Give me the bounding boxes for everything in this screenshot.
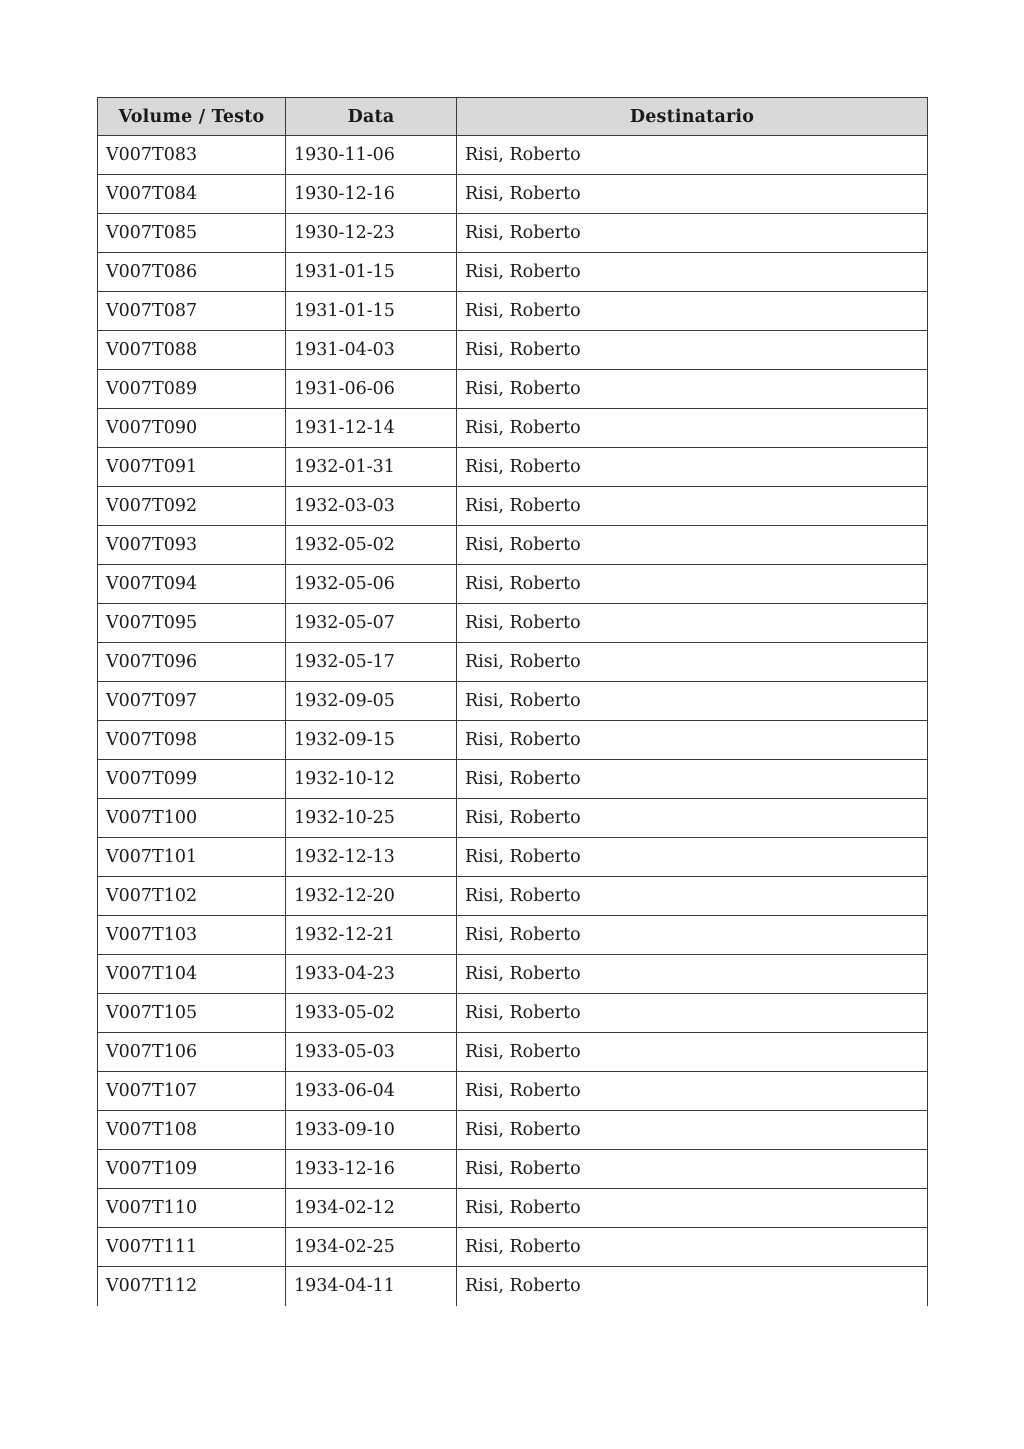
cell-date: 1934-02-12: [286, 1189, 457, 1228]
cell-volume: V007T111: [98, 1228, 286, 1267]
cell-date: 1932-10-25: [286, 799, 457, 838]
table-row: [98, 1111, 928, 1150]
cell-date: 1932-05-17: [286, 643, 457, 682]
cell-volume: V007T103: [98, 916, 286, 955]
cell-date: 1932-09-15: [286, 721, 457, 760]
table-row: [98, 643, 928, 682]
cell-volume: V007T092: [98, 487, 286, 526]
cell-recipient: Risi, Roberto: [457, 877, 928, 916]
cell-recipient: Risi, Roberto: [457, 448, 928, 487]
cell-recipient: Risi, Roberto: [457, 994, 928, 1033]
cell-volume: V007T100: [98, 799, 286, 838]
cell-volume: V007T085: [98, 214, 286, 253]
table-row: [98, 1072, 928, 1111]
cell-volume: V007T084: [98, 175, 286, 214]
cell-volume: V007T106: [98, 1033, 286, 1072]
cell-date: 1933-05-02: [286, 994, 457, 1033]
cell-date: 1932-12-20: [286, 877, 457, 916]
cell-date: 1931-06-06: [286, 370, 457, 409]
table-row: [98, 877, 928, 916]
cell-recipient: Risi, Roberto: [457, 1267, 928, 1306]
cell-recipient: Risi, Roberto: [457, 604, 928, 643]
letters-table: [97, 97, 928, 1306]
cell-recipient: Risi, Roberto: [457, 136, 928, 175]
cell-date: 1932-05-06: [286, 565, 457, 604]
table-row: [98, 1033, 928, 1072]
cell-recipient: Risi, Roberto: [457, 1228, 928, 1267]
cell-volume: V007T089: [98, 370, 286, 409]
cell-recipient: Risi, Roberto: [457, 526, 928, 565]
table-row: [98, 799, 928, 838]
cell-date: 1932-03-03: [286, 487, 457, 526]
cell-recipient: Risi, Roberto: [457, 1072, 928, 1111]
cell-volume: V007T098: [98, 721, 286, 760]
table-row: [98, 994, 928, 1033]
cell-volume: V007T091: [98, 448, 286, 487]
cell-recipient: Risi, Roberto: [457, 487, 928, 526]
table-row: [98, 526, 928, 565]
cell-date: 1932-12-21: [286, 916, 457, 955]
cell-date: 1934-02-25: [286, 1228, 457, 1267]
table-row: [98, 838, 928, 877]
cell-date: 1931-12-14: [286, 409, 457, 448]
table-body: [98, 136, 928, 1306]
cell-volume: V007T110: [98, 1189, 286, 1228]
cell-volume: V007T095: [98, 604, 286, 643]
cell-recipient: Risi, Roberto: [457, 1111, 928, 1150]
cell-recipient: Risi, Roberto: [457, 643, 928, 682]
cell-volume: V007T112: [98, 1267, 286, 1306]
cell-volume: V007T101: [98, 838, 286, 877]
cell-date: 1934-04-11: [286, 1267, 457, 1306]
cell-date: 1933-06-04: [286, 1072, 457, 1111]
cell-recipient: Risi, Roberto: [457, 1033, 928, 1072]
cell-date: 1932-05-02: [286, 526, 457, 565]
table-row: [98, 292, 928, 331]
cell-volume: V007T107: [98, 1072, 286, 1111]
cell-volume: V007T093: [98, 526, 286, 565]
cell-recipient: Risi, Roberto: [457, 799, 928, 838]
cell-volume: V007T094: [98, 565, 286, 604]
table-row: [98, 565, 928, 604]
cell-volume: V007T099: [98, 760, 286, 799]
header-volume-testo: Volume / Testo: [98, 98, 286, 136]
table-row: [98, 604, 928, 643]
cell-volume: V007T090: [98, 409, 286, 448]
cell-volume: V007T105: [98, 994, 286, 1033]
cell-recipient: Risi, Roberto: [457, 253, 928, 292]
cell-recipient: Risi, Roberto: [457, 1189, 928, 1228]
table-row: [98, 331, 928, 370]
cell-volume: V007T096: [98, 643, 286, 682]
cell-recipient: Risi, Roberto: [457, 175, 928, 214]
cell-recipient: Risi, Roberto: [457, 955, 928, 994]
table-row: [98, 1189, 928, 1228]
table-row: [98, 253, 928, 292]
table-row: [98, 214, 928, 253]
cell-recipient: Risi, Roberto: [457, 1150, 928, 1189]
table-row: [98, 409, 928, 448]
cell-recipient: Risi, Roberto: [457, 760, 928, 799]
cell-volume: V007T097: [98, 682, 286, 721]
table-row: [98, 682, 928, 721]
cell-recipient: Risi, Roberto: [457, 682, 928, 721]
table-header: [98, 98, 928, 136]
cell-volume: V007T108: [98, 1111, 286, 1150]
table-row: [98, 1150, 928, 1189]
table-row: [98, 175, 928, 214]
table-row: [98, 136, 928, 175]
cell-date: 1933-09-10: [286, 1111, 457, 1150]
cell-recipient: Risi, Roberto: [457, 916, 928, 955]
table-row: [98, 1228, 928, 1267]
cell-date: 1930-12-16: [286, 175, 457, 214]
cell-date: 1931-01-15: [286, 253, 457, 292]
cell-volume: V007T087: [98, 292, 286, 331]
cell-recipient: Risi, Roberto: [457, 331, 928, 370]
cell-volume: V007T088: [98, 331, 286, 370]
table-row: [98, 370, 928, 409]
header-destinatario: Destinatario: [457, 98, 928, 136]
table-row: [98, 916, 928, 955]
cell-volume: V007T104: [98, 955, 286, 994]
cell-recipient: Risi, Roberto: [457, 370, 928, 409]
cell-volume: V007T083: [98, 136, 286, 175]
cell-recipient: Risi, Roberto: [457, 721, 928, 760]
cell-volume: V007T086: [98, 253, 286, 292]
cell-volume: V007T102: [98, 877, 286, 916]
table-row: [98, 448, 928, 487]
cell-date: 1932-05-07: [286, 604, 457, 643]
header-data: Data: [286, 98, 457, 136]
table-row: [98, 760, 928, 799]
cell-recipient: Risi, Roberto: [457, 838, 928, 877]
cell-date: 1932-01-31: [286, 448, 457, 487]
cell-date: 1930-11-06: [286, 136, 457, 175]
cell-recipient: Risi, Roberto: [457, 409, 928, 448]
cell-volume: V007T109: [98, 1150, 286, 1189]
cell-date: 1933-12-16: [286, 1150, 457, 1189]
cell-recipient: Risi, Roberto: [457, 214, 928, 253]
table-row: [98, 955, 928, 994]
cell-date: 1932-09-05: [286, 682, 457, 721]
cell-date: 1933-05-03: [286, 1033, 457, 1072]
cell-date: 1931-01-15: [286, 292, 457, 331]
cell-date: 1932-10-12: [286, 760, 457, 799]
cell-recipient: Risi, Roberto: [457, 292, 928, 331]
table-row: [98, 487, 928, 526]
cell-recipient: Risi, Roberto: [457, 565, 928, 604]
cell-date: 1931-04-03: [286, 331, 457, 370]
table-row: [98, 721, 928, 760]
header-row: [98, 98, 928, 136]
cell-date: 1930-12-23: [286, 214, 457, 253]
table-row: [98, 1267, 928, 1306]
cell-date: 1932-12-13: [286, 838, 457, 877]
cell-date: 1933-04-23: [286, 955, 457, 994]
